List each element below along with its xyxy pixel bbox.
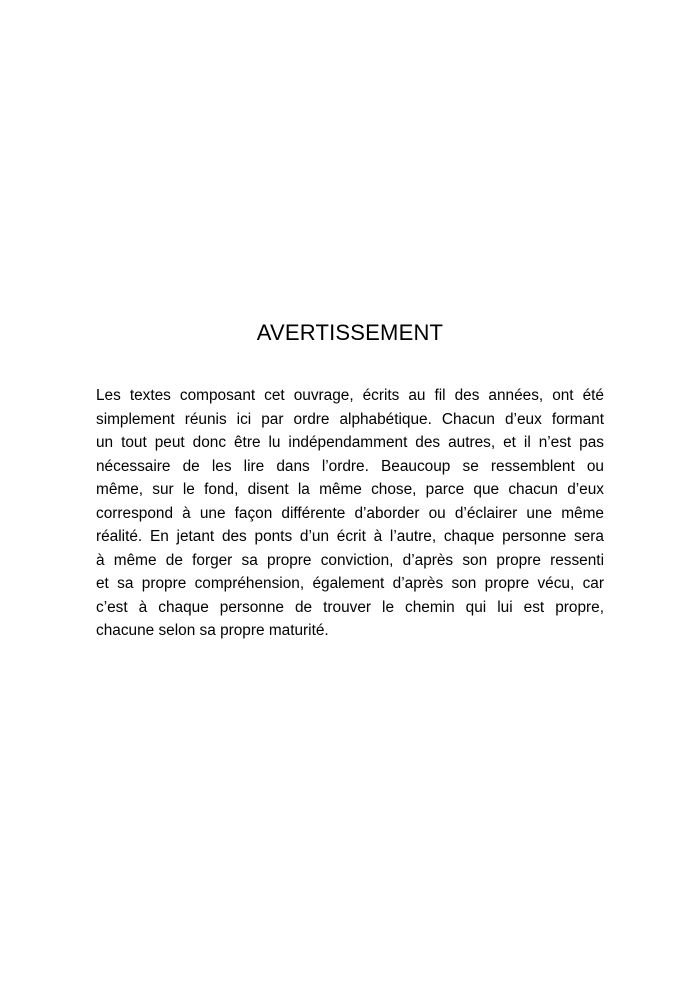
paragraph-line: même, sur le fond, disent la même chose, parce que chacun d’eux [96,481,604,498]
paragraph-line: et sa propre compréhension, également d’après son propre vécu, car [96,575,604,592]
paragraph-line: réalité. En jetant des ponts d’un écrit à l’autre, chaque personne sera [96,528,604,545]
page-title: AVERTISSEMENT [256,320,444,345]
notice-paragraph [96,384,604,643]
paragraph-line: chacune selon sa propre maturité. [96,622,329,639]
paragraph-line: nécessaire de les lire dans l’ordre. Beaucoup se ressemblent ou [96,457,604,475]
paragraph-line: à même de forger sa propre conviction, d’après son propre ressenti [96,551,604,569]
paragraph-line: c’est à chaque personne de trouver le chemin qui lui est propre, [96,598,604,616]
paragraph-line: simplement réunis ici par ordre alphabétique. Chacun d’eux formant [96,410,604,428]
paragraph-line: Les textes composant cet ouvrage, écrits au fil des années, ont été [96,387,604,404]
paragraph-line: correspond à une façon différente d’aborder ou d’éclairer une même [96,504,604,522]
paragraph-line: un tout peut donc être lu indépendamment des autres, et il n’est pas [96,434,604,451]
